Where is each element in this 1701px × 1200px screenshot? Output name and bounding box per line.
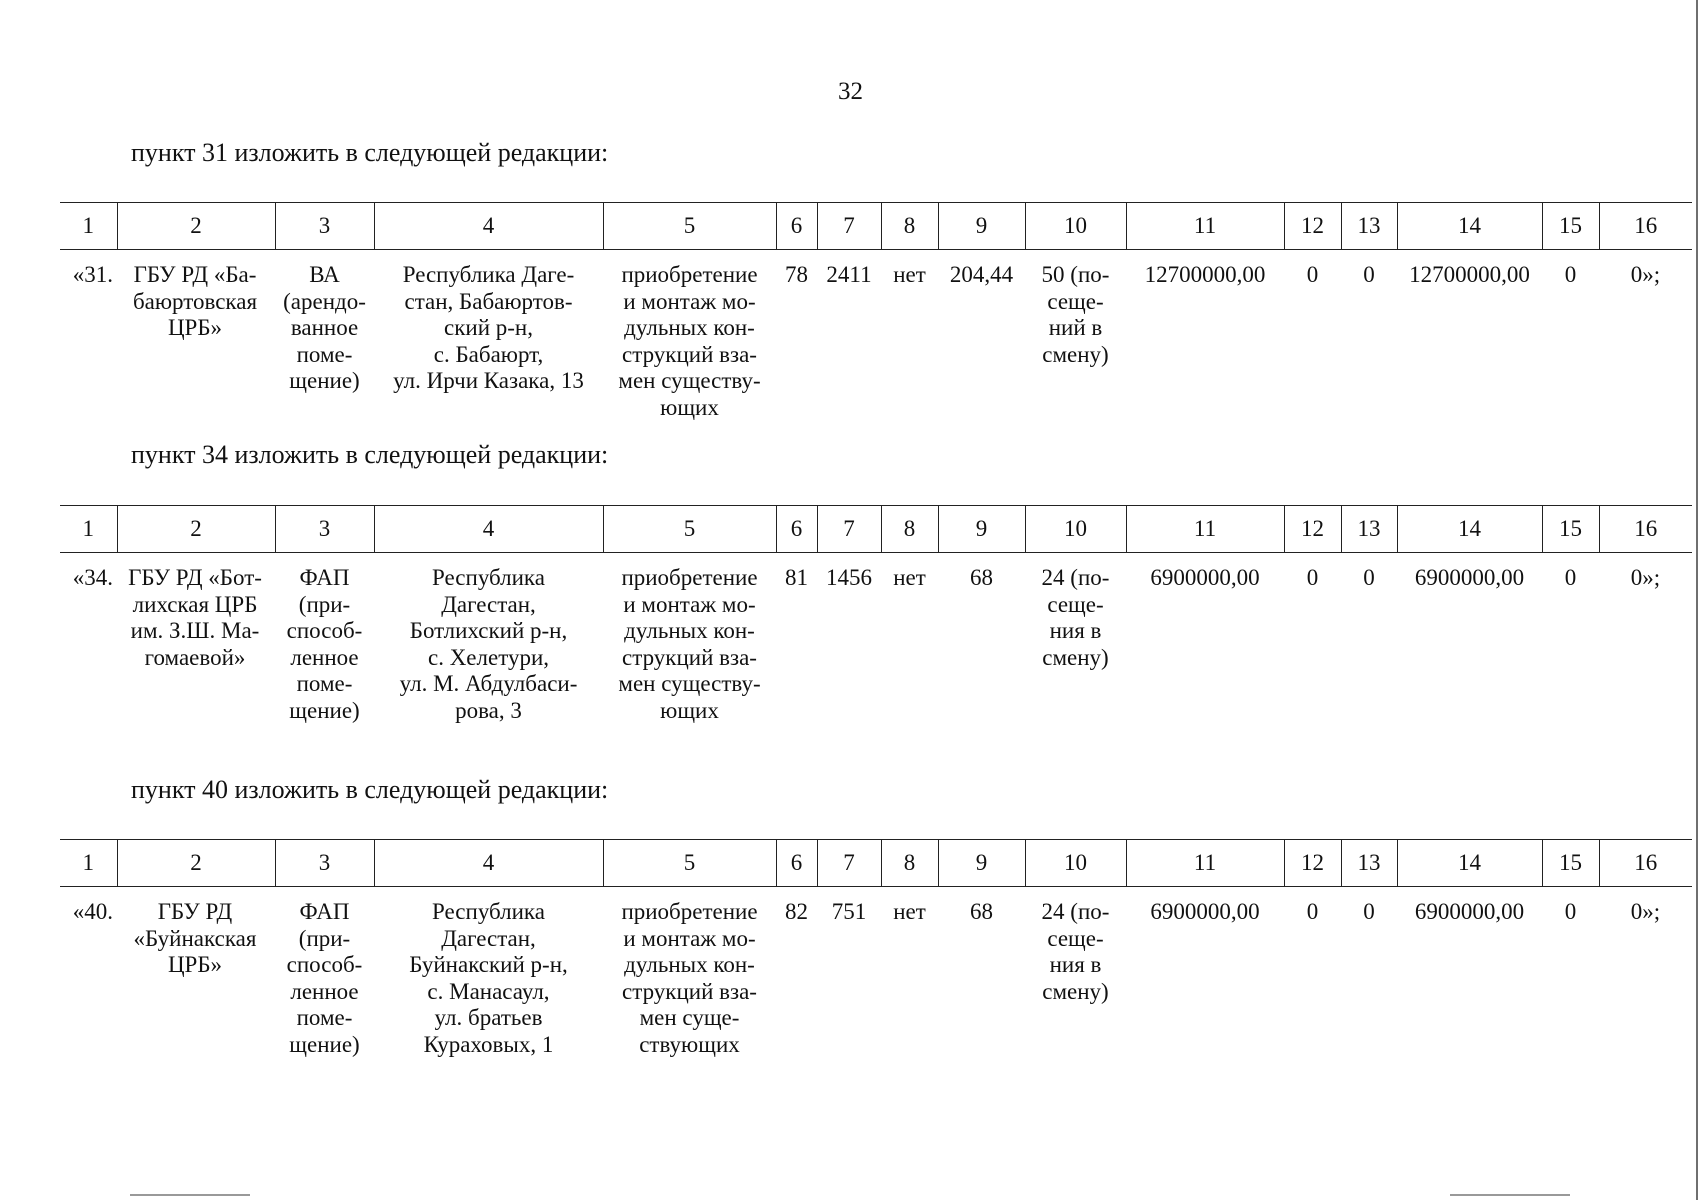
- header-col-9: 9: [938, 203, 1025, 250]
- cell-total-amount: 6900000,00: [1150, 565, 1260, 590]
- header-col-3: 3: [275, 506, 374, 553]
- page-number: 32: [838, 78, 863, 105]
- cell-measure: приобретение и монтаж мо- дульных кон- струкций вза- мен суще- ствующих: [621, 899, 758, 1057]
- section-heading-34: пункт 34 изложить в следующей редакции:: [131, 440, 609, 469]
- header-col-3: 3: [275, 203, 374, 250]
- cell-total-amount: 6900000,00: [1150, 899, 1260, 924]
- cell-amount: 6900000,00: [1414, 565, 1525, 590]
- cell-amount: 6900000,00: [1414, 899, 1525, 924]
- header-col-7: 7: [817, 840, 881, 887]
- cell-address: Республика Даге- стан, Бабаюртов- ский р-н, с. Бабаюрт, ул. Ирчи Казака, 13: [393, 262, 584, 393]
- header-col-1: 1: [60, 506, 117, 553]
- header-col-15: 15: [1542, 840, 1599, 887]
- cell-institution: ГБУ РД «Ба- баюртовская ЦРБ»: [132, 262, 258, 340]
- header-col-11: 11: [1126, 506, 1284, 553]
- header-col-10: 10: [1025, 506, 1126, 553]
- amendment-table-31: [60, 202, 1692, 421]
- cell-address: Республика Дагестан, Ботлихский р-н, с. Хелетури, ул. М. Абдулбаси- рова, 3: [399, 565, 578, 723]
- cell-item-number: «34.: [72, 565, 113, 590]
- scan-mark-left: [130, 1194, 250, 1196]
- header-col-13: 13: [1341, 203, 1397, 250]
- header-col-5: 5: [603, 203, 776, 250]
- cell-total-amount: 12700000,00: [1144, 262, 1266, 287]
- table-row: [60, 887, 1692, 1059]
- table-header-row: [60, 840, 1692, 887]
- cell-institution: ГБУ РД «Бот- лихская ЦРБ им. З.Ш. Ма- гомаевой»: [128, 565, 262, 670]
- table-row: [60, 553, 1692, 725]
- cell-object-type: ВА (арендо- ванное поме- щение): [283, 262, 366, 393]
- table-row: [60, 250, 1692, 422]
- header-col-1: 1: [60, 840, 117, 887]
- cell-col-13: 0: [1363, 262, 1375, 287]
- header-col-4: 4: [374, 840, 603, 887]
- header-col-5: 5: [603, 506, 776, 553]
- cell-col-9: 204,44: [949, 262, 1014, 287]
- header-col-13: 13: [1341, 506, 1397, 553]
- cell-col-8: нет: [893, 262, 926, 287]
- header-col-9: 9: [938, 840, 1025, 887]
- cell-col-12: 0: [1306, 899, 1319, 924]
- header-col-8: 8: [881, 840, 938, 887]
- header-col-6: 6: [776, 840, 817, 887]
- cell-col-7: 2411: [826, 262, 872, 287]
- page-edge: [1696, 0, 1698, 1200]
- cell-amount: 12700000,00: [1409, 262, 1530, 287]
- cell-capacity: 24 (по- сеще- ния в смену): [1041, 899, 1110, 1004]
- cell-address: Республика Дагестан, Буйнакский р-н, с. Манасаул, ул. братьев Кураховых, 1: [409, 899, 568, 1057]
- header-col-3: 3: [275, 840, 374, 887]
- header-col-10: 10: [1025, 203, 1126, 250]
- header-col-7: 7: [817, 203, 881, 250]
- cell-col-6: 78: [785, 262, 808, 287]
- cell-col-9: 68: [970, 899, 993, 924]
- cell-measure: приобретение и монтаж мо- дульных кон- струкций вза- мен существу- ющих: [618, 565, 761, 723]
- header-col-11: 11: [1126, 203, 1284, 250]
- header-col-10: 10: [1025, 840, 1126, 887]
- header-col-2: 2: [117, 506, 275, 553]
- header-col-8: 8: [881, 506, 938, 553]
- header-col-2: 2: [117, 203, 275, 250]
- header-col-5: 5: [603, 840, 776, 887]
- section-heading-40: пункт 40 изложить в следующей редакции:: [131, 775, 609, 804]
- header-col-16: 16: [1599, 840, 1692, 887]
- cell-col-9: 68: [970, 565, 993, 590]
- cell-col-15: 0: [1564, 899, 1577, 924]
- table-header-row: [60, 506, 1692, 553]
- cell-object-type: ФАП (при- способ- ленное поме- щение): [286, 565, 363, 723]
- header-col-15: 15: [1542, 203, 1599, 250]
- cell-col-12: 0: [1306, 565, 1319, 590]
- header-col-4: 4: [374, 506, 603, 553]
- header-col-4: 4: [374, 203, 603, 250]
- amendment-table-40: [60, 839, 1692, 1058]
- cell-col-6: 81: [785, 565, 808, 590]
- cell-col-16: 0»;: [1630, 565, 1661, 590]
- cell-object-type: ФАП (при- способ- ленное поме- щение): [286, 899, 363, 1057]
- cell-capacity: 24 (по- сеще- ния в смену): [1041, 565, 1110, 670]
- header-col-14: 14: [1397, 506, 1542, 553]
- header-col-14: 14: [1397, 840, 1542, 887]
- header-col-2: 2: [117, 840, 275, 887]
- cell-col-13: 0: [1363, 899, 1375, 924]
- header-col-1: 1: [60, 203, 117, 250]
- header-col-9: 9: [938, 506, 1025, 553]
- cell-institution: ГБУ РД «Буйнакская ЦРБ»: [133, 899, 257, 977]
- table-header-row: [60, 203, 1692, 250]
- cell-item-number: «40.: [72, 899, 113, 924]
- header-col-16: 16: [1599, 506, 1692, 553]
- header-col-8: 8: [881, 203, 938, 250]
- header-col-6: 6: [776, 203, 817, 250]
- header-col-14: 14: [1397, 203, 1542, 250]
- cell-capacity: 50 (по- сеще- ний в смену): [1041, 262, 1110, 367]
- header-col-11: 11: [1126, 840, 1284, 887]
- header-col-16: 16: [1599, 203, 1692, 250]
- header-col-12: 12: [1284, 203, 1341, 250]
- cell-col-15: 0: [1564, 565, 1577, 590]
- cell-col-12: 0: [1306, 262, 1319, 287]
- header-col-13: 13: [1341, 840, 1397, 887]
- section-heading-31: пункт 31 изложить в следующей редакции:: [131, 138, 609, 167]
- cell-measure: приобретение и монтаж мо- дульных кон- струкций вза- мен существу- ющих: [618, 262, 761, 420]
- cell-col-13: 0: [1363, 565, 1375, 590]
- cell-col-16: 0»;: [1630, 899, 1661, 924]
- cell-col-6: 82: [785, 899, 808, 924]
- header-col-6: 6: [776, 506, 817, 553]
- header-col-12: 12: [1284, 840, 1341, 887]
- cell-col-16: 0»;: [1630, 262, 1661, 287]
- scan-mark-right: [1450, 1194, 1570, 1196]
- cell-col-8: нет: [893, 565, 926, 590]
- header-col-12: 12: [1284, 506, 1341, 553]
- cell-col-8: нет: [893, 899, 926, 924]
- cell-item-number: «31.: [72, 262, 113, 287]
- cell-col-7: 1456: [826, 565, 872, 590]
- header-col-7: 7: [817, 506, 881, 553]
- cell-col-15: 0: [1564, 262, 1577, 287]
- header-col-15: 15: [1542, 506, 1599, 553]
- cell-col-7: 751: [831, 899, 867, 924]
- amendment-table-34: [60, 505, 1692, 724]
